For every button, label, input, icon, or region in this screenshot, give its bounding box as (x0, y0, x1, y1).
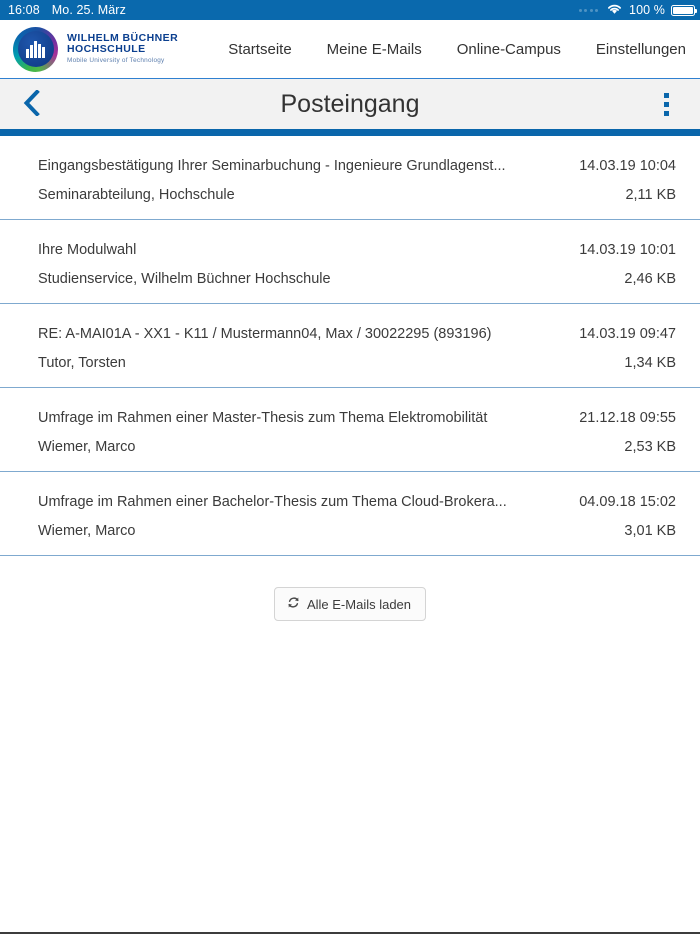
brand-line-1: WILHELM BÜCHNER (67, 32, 179, 45)
brand-text (67, 33, 178, 64)
email-sender: Studienservice, Wilhelm Büchner Hochschule (38, 271, 331, 287)
email-subject: Eingangsbestätigung Ihrer Seminarbuchung - Ingenieure Grundlagenst... (38, 158, 506, 174)
table-row[interactable] (0, 136, 700, 220)
email-size: 2,46 KB (624, 271, 676, 287)
email-row-bottom (38, 355, 676, 371)
ios-status-bar (0, 0, 700, 20)
load-all-emails-label: Alle E-Mails laden (306, 596, 412, 612)
email-sender: Wiemer, Marco (38, 523, 136, 539)
table-row[interactable] (0, 388, 700, 472)
nav-item-einstellungen[interactable]: Einstellungen (595, 40, 686, 58)
email-row-top (38, 158, 676, 174)
table-row[interactable] (0, 220, 700, 304)
table-row[interactable] (0, 472, 700, 556)
email-subject: Umfrage im Rahmen einer Bachelor-Thesis zum Thema Cloud-Brokera... (38, 494, 507, 510)
email-date: 04.09.18 15:02 (579, 494, 676, 510)
email-size: 2,53 KB (624, 439, 676, 455)
email-row-bottom (38, 439, 676, 455)
email-row-top (38, 242, 676, 258)
app-header (0, 20, 700, 79)
email-row-bottom (38, 187, 676, 203)
battery-full-icon (671, 5, 695, 16)
main-navigation (228, 41, 688, 58)
email-size: 3,01 KB (624, 523, 676, 539)
email-date: 14.03.19 10:04 (579, 158, 676, 174)
chevron-left-icon (23, 90, 40, 119)
email-sender: Seminarabteilung, Hochschule (38, 187, 235, 203)
status-indicators (579, 3, 695, 18)
brand-tagline: Mobile University of Technology (67, 56, 165, 64)
back-button[interactable] (14, 87, 48, 121)
email-sender: Wiemer, Marco (38, 439, 136, 455)
page-title-bar (0, 79, 700, 136)
email-row-top (38, 410, 676, 426)
email-subject: Umfrage im Rahmen einer Master-Thesis zum Thema Elektromobilität (38, 410, 488, 426)
email-sender: Tutor, Torsten (38, 355, 126, 371)
email-date: 14.03.19 09:47 (579, 326, 676, 342)
page-title: Posteingang (280, 89, 420, 118)
building-glyph-icon (26, 40, 46, 58)
email-row-bottom (38, 271, 676, 287)
email-row-top (38, 326, 676, 342)
nav-item-online-campus[interactable]: Online-Campus (456, 40, 561, 58)
nav-item-meine-emails[interactable]: Meine E-Mails (326, 40, 422, 58)
email-subject: Ihre Modulwahl (38, 242, 137, 258)
brand-line-2: HOCHSCHULE (67, 43, 146, 56)
table-row[interactable] (0, 304, 700, 388)
email-list (0, 136, 700, 556)
refresh-icon (287, 596, 300, 612)
email-date: 21.12.18 09:55 (579, 410, 676, 426)
brand-logo[interactable] (13, 27, 178, 72)
hochschule-circle-logo-icon (13, 27, 58, 72)
wifi-icon (606, 3, 623, 18)
status-time: 16:08 (8, 3, 40, 17)
signal-dots-icon (579, 9, 601, 12)
load-all-container (0, 556, 700, 621)
load-all-emails-button[interactable] (274, 587, 426, 621)
email-size: 2,11 KB (625, 187, 676, 203)
status-date: Mo. 25. März (51, 3, 126, 17)
kebab-menu-icon[interactable] (652, 87, 680, 121)
battery-percent-label: 100 % (629, 3, 665, 17)
email-size: 1,34 KB (624, 355, 676, 371)
email-date: 14.03.19 10:01 (579, 242, 676, 258)
nav-item-startseite[interactable]: Startseite (228, 40, 292, 58)
email-row-bottom (38, 523, 676, 539)
email-subject: RE: A-MAI01A - XX1 - K11 / Mustermann04, Max / 30022295 (893196) (38, 326, 492, 342)
email-row-top (38, 494, 676, 510)
